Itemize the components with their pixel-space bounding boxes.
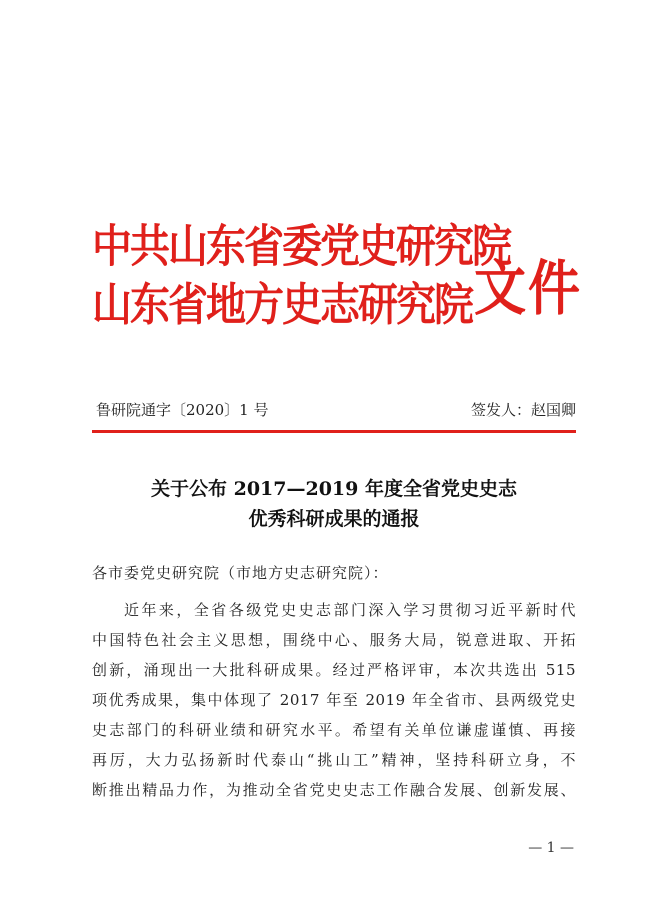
title-line-1: 关于公布 2017—2019 年度全省党史史志 (151, 478, 517, 500)
body-line: 近年来，全省各级党史史志部门深入学习贯彻习近平新时代 (124, 601, 576, 619)
document-word: 文件 (474, 253, 583, 324)
document-title (92, 474, 576, 534)
red-masthead (92, 218, 582, 338)
body-line: 创新，涌现出一大批科研成果。经过严格评审，本次共选出 515 (92, 661, 576, 679)
body-line: 再厉，大力弘扬新时代泰山“挑山工”精神，坚持科研立身，不 (92, 751, 576, 769)
body-paragraph (92, 595, 576, 805)
red-divider (92, 430, 576, 433)
body-line: 史志部门的科研业绩和研究水平。希望有关单位谦虚谨慎、再接 (92, 721, 576, 739)
issuing-organizations (92, 218, 510, 334)
org-name-2: 山东省地方史志研究院 (92, 278, 472, 332)
body-line: 中国特色社会主义思想，围绕中心、服务大局，锐意进取、开拓 (92, 631, 576, 649)
body-line: 项优秀成果，集中体现了 2017 年至 2019 年全省市、县两级党史 (92, 691, 576, 709)
title-line-2: 优秀科研成果的通报 (248, 508, 420, 530)
signer: 签发人：赵国卿 (470, 401, 576, 419)
body-line: 断推出精品力作，为推动全省党史史志工作融合发展、创新发展、 (92, 781, 576, 799)
page-number: — 1 — (528, 840, 574, 856)
org-name-1: 中共山东省委党史研究院 (92, 220, 510, 273)
salutation: 各市委党史研究院（市地方史志研究院）： (92, 564, 389, 582)
document-number: 鲁研院通字〔2020〕1 号 (96, 401, 269, 419)
